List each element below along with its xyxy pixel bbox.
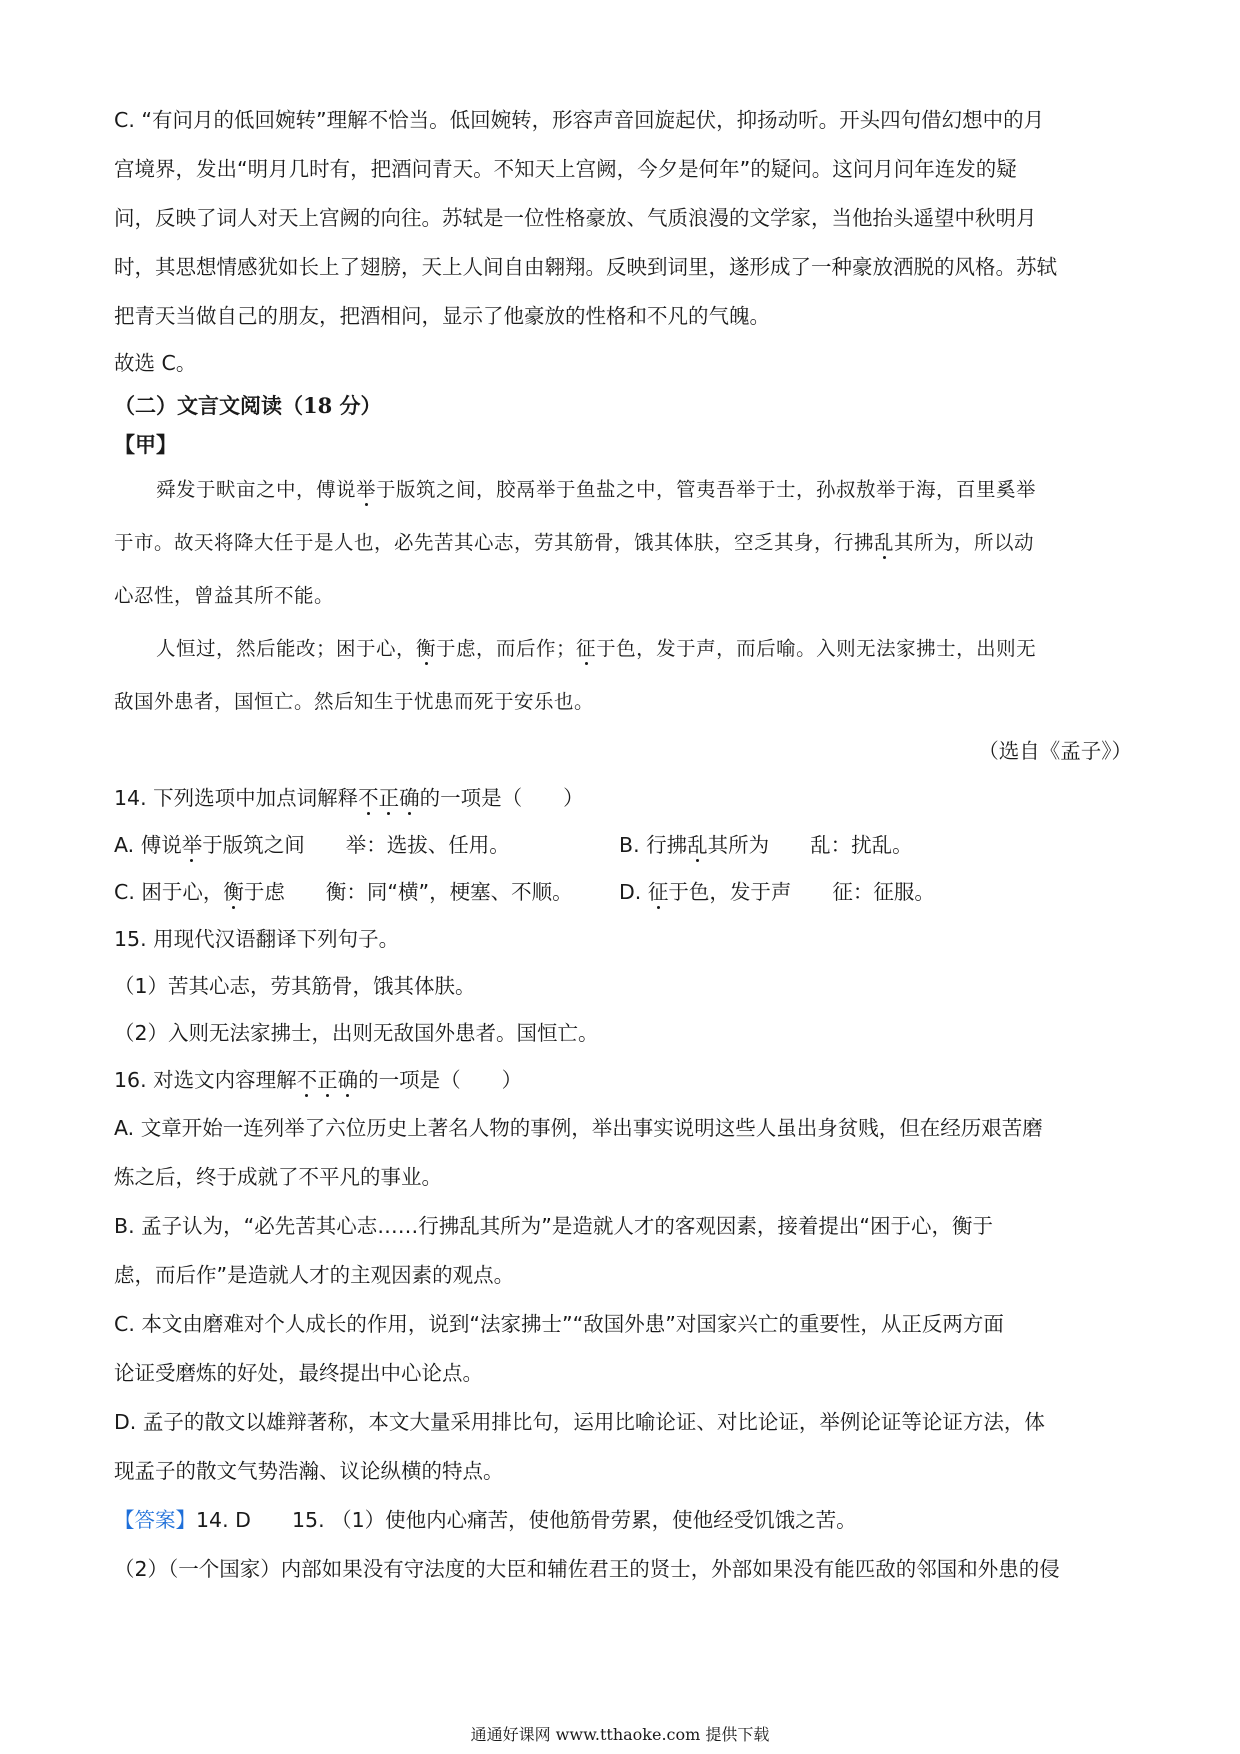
option-a: A. 傅说举于版筑之间 举：选拔、任用。 — [114, 833, 510, 857]
sentence: （1）苦其心志，劳其筋骨，饿其体肤。 — [114, 974, 476, 998]
sentence: （2）入则无法家拂士，出则无敌国外患者。国恒亡。 — [114, 1021, 599, 1045]
text-line: 时，其思想情感犹如长上了翅膀，天上人间自由翱翔。反映到词里，遂形成了一种豪放洒脱的风格。苏轼 — [114, 255, 1057, 279]
option-line: C. 本文由磨难对个人成长的作用，说到“法家拂士”“敌国外患”对国家兴亡的重要性，从正反两方面 — [114, 1312, 1004, 1336]
passage-label: 【甲】 — [114, 432, 177, 457]
question-stem: 14. 下列选项中加点词解释不正确的一项是（ ） — [114, 786, 584, 810]
option-line: D. 孟子的散文以雄辩著称，本文大量采用排比句，运用比喻论证、对比论证，举例论证等论证方法，体 — [114, 1410, 1045, 1434]
passage-source: （选自《孟子》） — [978, 739, 1132, 763]
passage-line: 于市。故天将降大任于是人也，必先苦其心志，劳其筋骨，饿其体肤，空乏其身，行拂乱其所为，所以动 — [114, 531, 1035, 554]
passage-line: 敌国外患者，国恒亡。然后知生于忧患而死于安乐也。 — [114, 690, 595, 713]
answer-line: 【答案】14. D 15. （1）使他内心痛苦，使他筋骨劳累，使他经受饥饿之苦。 — [114, 1508, 857, 1532]
dotted-char: 举 — [356, 478, 377, 501]
option-line: 炼之后，终于成就了不平凡的事业。 — [114, 1165, 442, 1189]
dotted-char: 乱 — [874, 531, 895, 554]
question-15 — [114, 916, 1134, 1057]
option-line: A. 文章开始一连列举了六位历史上著名人物的事例，举出事实说明这些人虽出身贫贱，但在经历艰苦磨 — [114, 1116, 1043, 1140]
text-line: 把青天当做自己的朋友，把酒相问，显示了他豪放的性格和不凡的气魄。 — [114, 304, 770, 328]
option-line: 论证受磨炼的好处，最终提出中心论点。 — [114, 1361, 483, 1385]
question-16 — [114, 1057, 1134, 1496]
answer-c-explanation — [114, 96, 1134, 341]
option-line: B. 孟子认为，“必先苦其心志……行拂乱其所为”是造就人才的客观因素，接着提出“困于心，衡于 — [114, 1214, 993, 1238]
option-line: 虑，而后作”是造就人才的主观因素的观点。 — [114, 1263, 515, 1287]
question-14 — [114, 775, 1134, 916]
options-row — [114, 869, 1134, 916]
passage-line: 人恒过，然后能改；困于心，衡于虑，而后作；征于色，发于声，而后喻。入则无法家拂士，出则无 — [156, 637, 1037, 660]
option-c: C. 困于心，衡于虑 衡：同“横”，梗塞、不顺。 — [114, 880, 573, 904]
option-b: B. 行拂乱其所为 乱：扰乱。 — [619, 833, 913, 857]
text-line: C. “有问月的低回婉转”理解不恰当。低回婉转，形容声音回旋起伏，抑扬动听。开头四句借幻想中的月 — [114, 108, 1045, 132]
classical-passage — [114, 463, 1134, 728]
dotted-char: 衡 — [416, 637, 437, 660]
choose-c-line: 故选 C。 — [114, 351, 197, 375]
text-line: 问，反映了词人对天上宫阙的向往。苏轼是一位性格豪放、气质浪漫的文学家，当他抬头遥望中秋明月 — [114, 206, 1037, 230]
dotted-char: 征 — [576, 637, 597, 660]
options-row — [114, 822, 1134, 869]
answer-line: （2）（一个国家）内部如果没有守法度的大臣和辅佐君王的贤士，外部如果没有能匹敌的邻国和外患的侵 — [114, 1557, 1060, 1581]
text-line: 宫境界，发出“明月几时有，把酒问青天。不知天上宫阙，今夕是何年”的疑问。这问月问年连发的疑 — [114, 157, 1017, 181]
page-footer: 通通好课网 www.tthaoke.com 提供下载 — [470, 1725, 770, 1744]
option-line: 现孟子的散文气势浩瀚、议论纵横的特点。 — [114, 1459, 504, 1483]
option-d: D. 征于色，发于声 征：征服。 — [619, 880, 935, 904]
answer-tag: 【答案】 — [114, 1508, 196, 1532]
question-stem: 16. 对选文内容理解不正确的一项是（ ） — [114, 1068, 523, 1092]
document-page — [114, 96, 1134, 1594]
passage-line: 舜发于畎亩之中，傅说举于版筑之间，胶鬲举于鱼盐之中，管夷吾举于士，孙叔敖举于海，百里奚举 — [156, 478, 1037, 501]
section-title: （二）文言文阅读（18 分） — [114, 393, 382, 418]
answer-block — [114, 1496, 1134, 1594]
question-stem: 15. 用现代汉语翻译下列句子。 — [114, 927, 400, 951]
passage-line: 心忍性，曾益其所不能。 — [114, 584, 335, 607]
